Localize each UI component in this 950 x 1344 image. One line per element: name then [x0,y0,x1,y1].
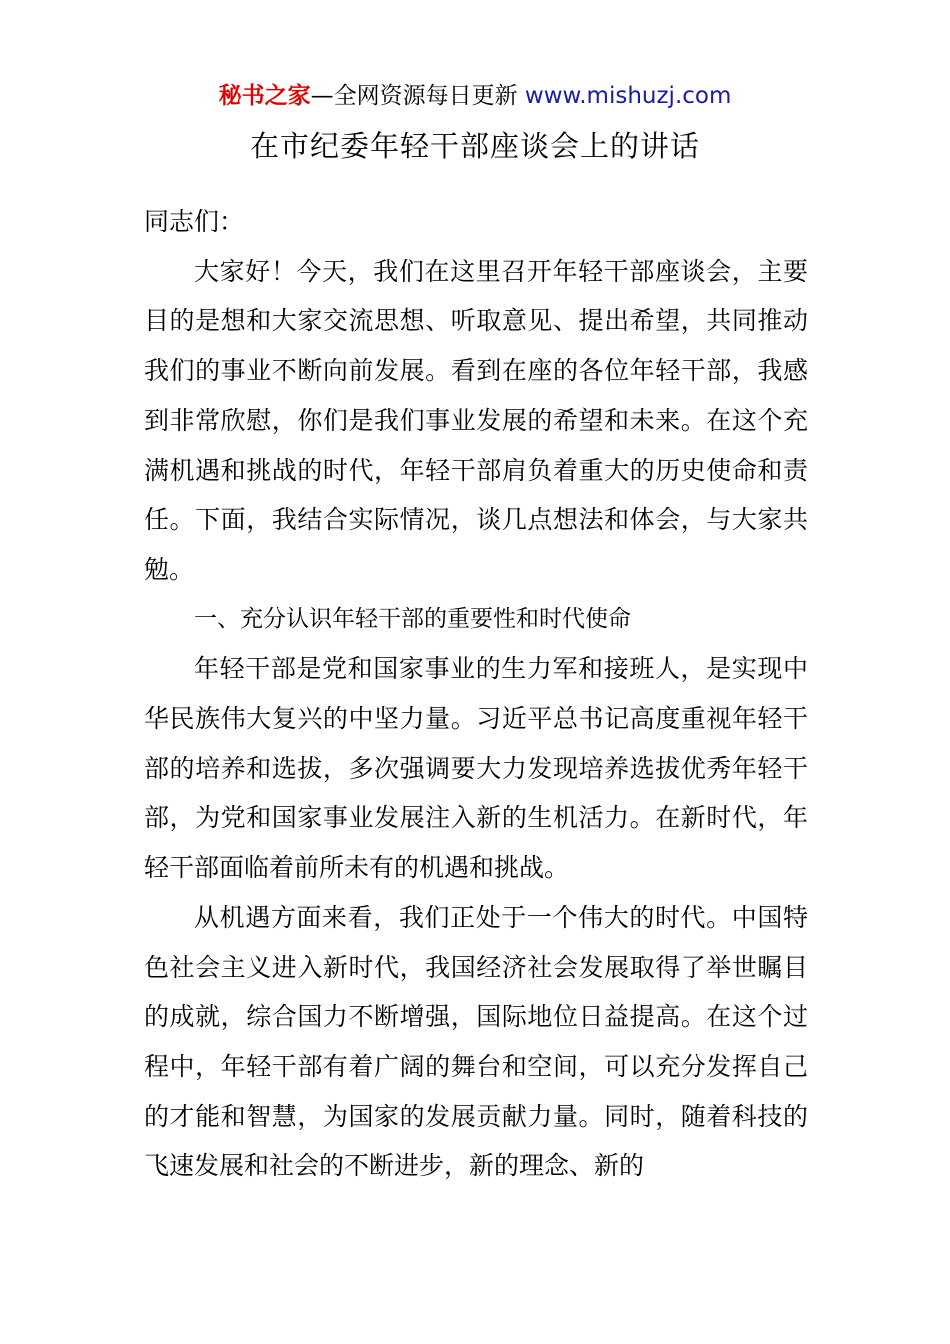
site-tagline: —全网资源每日更新 [310,83,525,109]
site-brand: 秘书之家 [218,83,311,109]
document-body [144,197,808,1191]
paragraph-opportunities: 从机遇方面来看，我们正处于一个伟大的时代。中国特色社会主义进入新时代，我国经济社会发展取得了举世瞩目的成就，综合国力不断增强，国际地位日益提高。在这个过程中，年轻干部有着广阔的舞台和空间，可以充分发挥自己的才能和智慧，为国家的发展贡献力量。同时，随着科技的飞速发展和社会的不断进步，新的理念、新的 [144,902,808,1181]
section-heading-1: 一、充分认识年轻干部的重要性和时代使命 [194,605,631,632]
site-header [0,80,950,112]
site-url-link[interactable]: www.mishuzj.com [524,83,732,109]
document-title: 在市纪委年轻干部座谈会上的讲话 [249,129,700,163]
paragraph-opening: 大家好！今天，我们在这里召开年轻干部座谈会，主要目的是想和大家交流思想、听取意见、提出希望，共同推动我们的事业不断向前发展。看到在座的各位年轻干部，我感到非常欣慰，你们是我们事业发展的希望和未来。在这个充满机遇和挑战的时代，年轻干部肩负着重大的历史使命和责任。下面，我结合实际情况，谈几点想法和体会，与大家共勉。 [144,256,808,584]
salutation: 同志们： [144,207,245,236]
paragraph-young-cadres: 年轻干部是党和国家事业的生力军和接班人，是实现中华民族伟大复兴的中坚力量。习近平总书记高度重视年轻干部的培养和选拔，多次强调要大力发现培养选拔优秀年轻干部，为党和国家事业发展注入新的生机活力。在新时代，年轻干部面临着前所未有的机遇和挑战。 [144,654,808,883]
